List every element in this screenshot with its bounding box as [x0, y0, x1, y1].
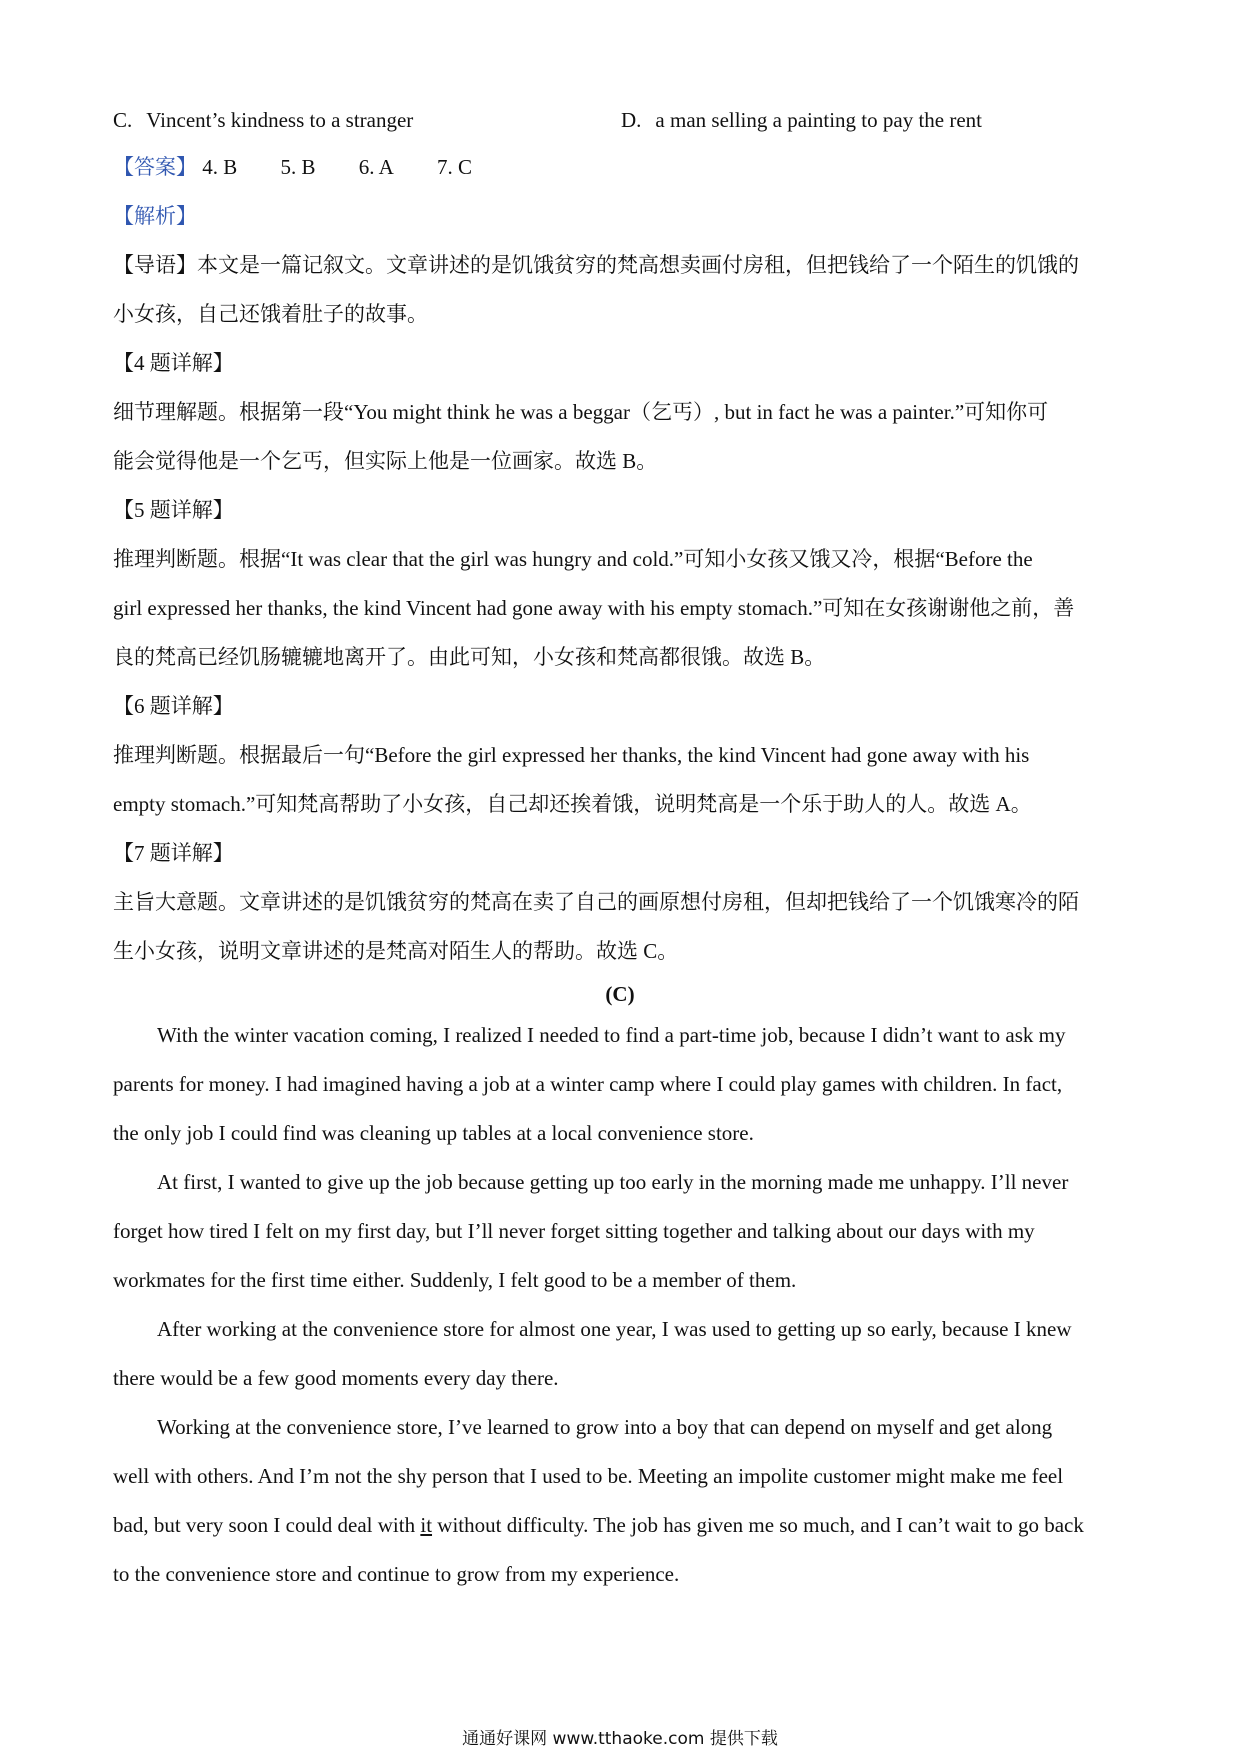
- option-c-letter: C.: [113, 108, 133, 132]
- underlined-word-it: it: [420, 1513, 433, 1537]
- q4-line-2: 能会觉得他是一个乞丐，但实际上他是一位画家。故选 B。: [113, 449, 658, 473]
- intro-line-1: [113, 251, 1079, 279]
- option-d-letter: D.: [621, 108, 642, 132]
- option-c-text: Vincent’s kindness to a stranger: [146, 108, 414, 132]
- paragraph-4-line-3: [113, 1511, 1084, 1539]
- footer-watermark: 通通好课网 www.tthaoke.com 提供下载: [462, 1729, 778, 1749]
- paragraph-4-line-1: Working at the convenience store, I’ve learned to grow into a boy that can depend on myself and get along: [157, 1415, 1053, 1439]
- answer-options-row: [113, 106, 1123, 134]
- q4-heading: 【4 题详解】: [113, 351, 234, 375]
- q7-line-1: 主旨大意题。文章讲述的是饥饿贫穷的梵高在卖了自己的画原想付房租，但却把钱给了一个饥饿寒冷的陌: [113, 890, 1079, 914]
- q5-line-3: 良的梵高已经饥肠辘辘地离开了。由此可知，小女孩和梵高都很饿。故选 B。: [113, 645, 826, 669]
- q6-line-2: empty stomach.”可知梵高帮助了小女孩，自己却还挨着饿，说明梵高是一个乐于助人的人。故选 A。: [113, 792, 1032, 816]
- q4-line-1: 细节理解题。根据第一段“You might think he was a beggar（乞丐）, but in fact he was a painter.”可知你可: [113, 400, 1049, 424]
- answer-item: 4. B: [202, 155, 238, 179]
- q7-heading: 【7 题详解】: [113, 841, 234, 865]
- paragraph-4-line-3-before: bad, but very soon I could deal with: [113, 1513, 421, 1537]
- paragraph-2-line-2: forget how tired I felt on my first day, but I’ll never forget sitting together and talking about our days with my: [113, 1219, 1035, 1243]
- q5-line-1: 推理判断题。根据“It was clear that the girl was hungry and cold.”可知小女孩又饿又冷，根据“Before the: [113, 547, 1033, 571]
- q7-line-2: 生小女孩，说明文章讲述的是梵高对陌生人的帮助。故选 C。: [113, 939, 679, 963]
- section-title: (C): [605, 982, 635, 1006]
- paragraph-3-line-2: there would be a few good moments every day there.: [113, 1366, 559, 1390]
- paragraph-2-line-3: workmates for the first time either. Suddenly, I felt good to be a member of them.: [113, 1268, 797, 1292]
- paragraph-1-line-2: parents for money. I had imagined having a job at a winter camp where I could play games with children. In fact,: [113, 1072, 1063, 1096]
- q6-heading: 【6 题详解】: [113, 694, 234, 718]
- intro-text: 本文是一篇记叙文。文章讲述的是饥饿贫穷的梵高想卖画付房租，但把钱给了一个陌生的饥饿的: [197, 253, 1079, 277]
- paragraph-4-line-4: to the convenience store and continue to grow from my experience.: [113, 1562, 680, 1586]
- intro-line-2: 小女孩，自己还饿着肚子的故事。: [113, 302, 428, 326]
- paragraph-2-line-1: At first, I wanted to give up the job because getting up too early in the morning made me unhappy. I’ll never: [157, 1170, 1069, 1194]
- paragraph-4-line-2: well with others. And I’m not the shy person that I used to be. Meeting an impolite customer might make me feel: [113, 1464, 1064, 1488]
- q5-heading: 【5 题详解】: [113, 498, 234, 522]
- paragraph-1-line-1: With the winter vacation coming, I realized I needed to find a part-time job, because I didn’t want to ask my: [157, 1023, 1066, 1047]
- paragraph-4-line-3-after: without difficulty. The job has given me so much, and I can’t wait to go back: [432, 1513, 1084, 1537]
- option-d-text: a man selling a painting to pay the rent: [655, 108, 982, 132]
- answer-item: 5. B: [280, 155, 316, 179]
- answer-label: 【答案】: [113, 155, 197, 179]
- q6-line-1: 推理判断题。根据最后一句“Before the girl expressed her thanks, the kind Vincent had gone away with his: [113, 743, 1030, 767]
- answer-item: 6. A: [358, 155, 394, 179]
- analysis-label: 【解析】: [113, 204, 197, 228]
- option-c: [113, 106, 413, 134]
- q5-line-2: girl expressed her thanks, the kind Vincent had gone away with his empty stomach.”可知在女孩谢谢他之前，善: [113, 596, 1075, 620]
- intro-label: 【导语】: [113, 253, 197, 277]
- answer-line: [113, 153, 472, 181]
- answer-item: 7. C: [437, 155, 473, 179]
- paragraph-1-line-3: the only job I could find was cleaning up tables at a local convenience store.: [113, 1121, 754, 1145]
- option-d: [621, 106, 982, 134]
- paragraph-3-line-1: After working at the convenience store for almost one year, I was used to getting up so early, because I knew: [157, 1317, 1072, 1341]
